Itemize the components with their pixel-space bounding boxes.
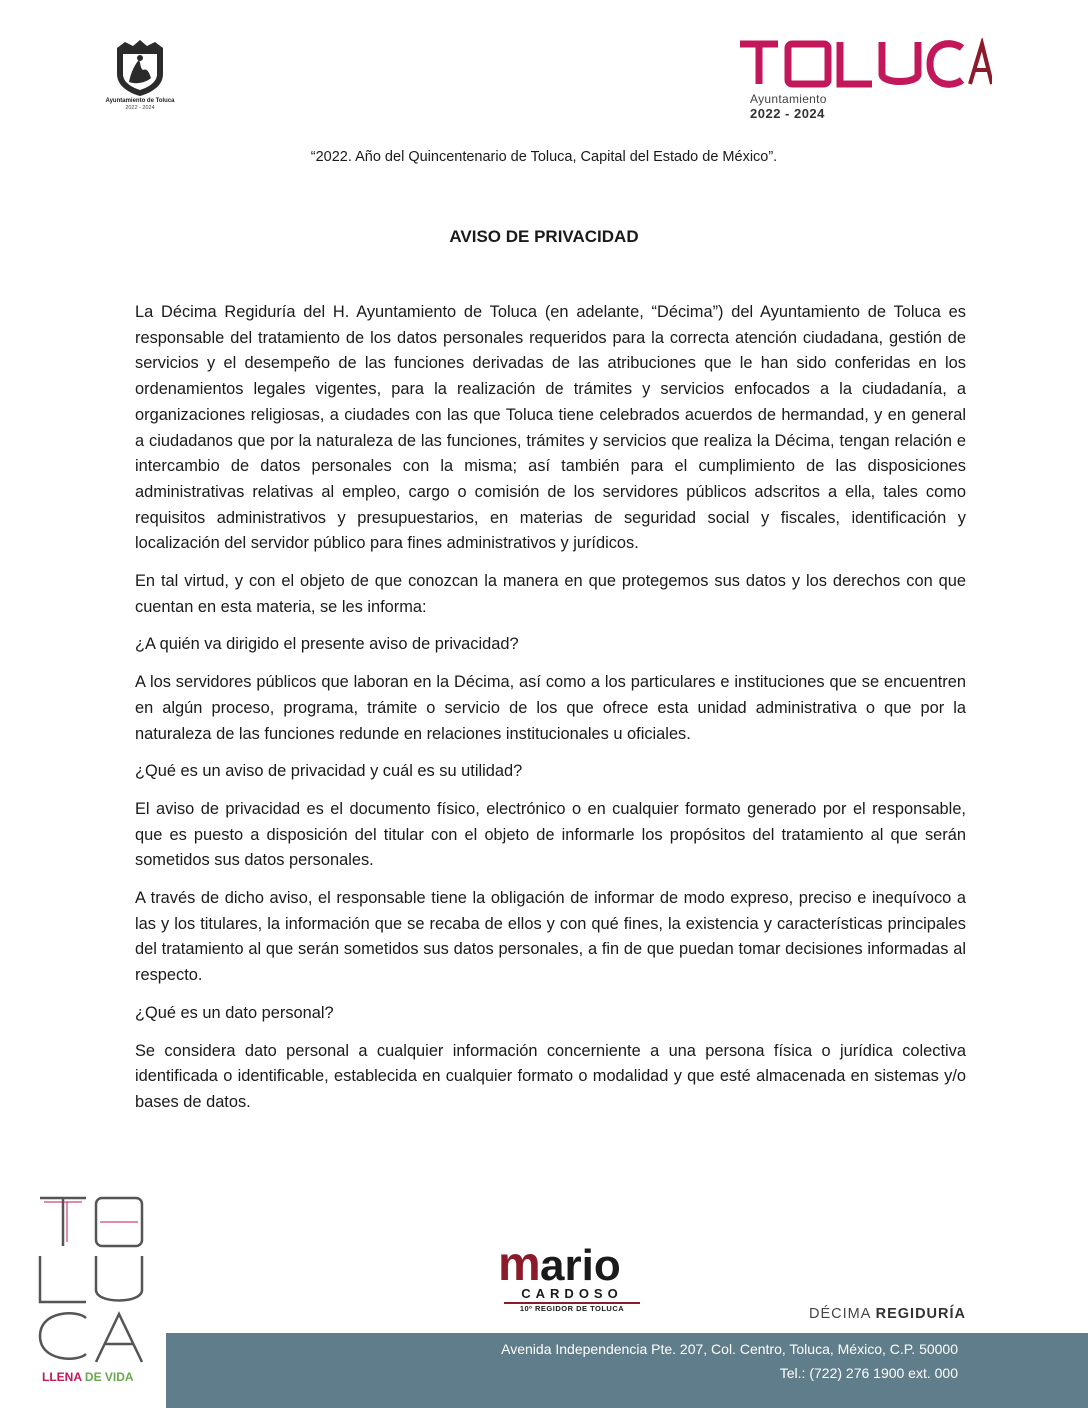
paragraph-a-quien: A los servidores públicos que laboran en la Décima, así como a los particulares e instituciones que se encuentren en algún proceso, programa, trámite o servicio de los que ofrece esta unidad administrativa o que por la naturaleza de las funciones redunde en relaciones institucionales u oficiales.	[135, 673, 966, 743]
toluca-logo-subtitle: Ayuntamiento	[750, 92, 827, 106]
tagline-de-vida: DE VIDA	[84, 1370, 134, 1384]
svg-text:ario: ario	[540, 1241, 621, 1286]
motto: “2022. Año del Quincentenario de Toluca, Capital del Estado de México”.	[310, 149, 778, 165]
question-dato-personal: ¿Qué es un dato personal?	[135, 1003, 334, 1022]
paragraph-que-es-aviso: El aviso de privacidad es el documento físico, electrónico o en cualquier formato generado por el responsable, que es puesto a disposición del titular con el objeto de informarle los propósitos del tratamiento al que serán sometidos sus datos personales.	[135, 799, 966, 870]
seal-icon	[109, 38, 171, 98]
svg-text:m: m	[498, 1240, 541, 1286]
tagline-llena: LLENA	[42, 1370, 82, 1384]
page-title: AVISO DE PRIVACIDAD	[449, 227, 639, 246]
seal-years: 2022 - 2024	[125, 105, 155, 111]
mario-wordmark-icon	[496, 1240, 646, 1286]
mario-logo-surname: CARDOSO	[521, 1286, 623, 1301]
question-que-es-aviso: ¿Qué es un aviso de privacidad y cuál es su utilidad?	[135, 762, 523, 781]
toluca-logo-years: 2022 - 2024	[750, 106, 825, 121]
footer-address: Avenida Independencia Pte. 207, Col. Centro, Toluca, México, C.P. 50000	[501, 1341, 958, 1357]
toluca-grid-wordmark-icon	[36, 1194, 148, 1366]
mario-logo-role: 10º REGIDOR DE TOLUCA	[519, 1304, 625, 1313]
toluca-logo	[736, 38, 996, 128]
paragraph-informa: En tal virtud, y con el objeto de que conozcan la manera en que protegemos sus datos y los derechos con que cuentan en esta materia, se les informa:	[135, 572, 966, 616]
decima-label: DÉCIMA	[809, 1306, 871, 1322]
paragraph-a-traves: A través de dicho aviso, el responsable tiene la obligación de informar de modo expreso, preciso e inequívoco a las y los titulares, la información que se recaba de ellos y con qué fines, la existencia y características principales del tratamiento al que serán sometidos sus datos personales, a fin de que puedan tomar decisiones informadas al respecto.	[135, 889, 966, 985]
decima-regiduria-label	[780, 1306, 966, 1322]
toluca-wordmark-icon	[736, 38, 992, 88]
paragraph-intro: La Décima Regiduría del H. Ayuntamiento de Toluca (en adelante, “Décima”) del Ayuntamiento de Toluca es responsable del tratamiento de los datos personales requeridos para la correcta atención ciudadana, gestión de servicios y el desempeño de las funciones derivadas de las atribuciones que le han sido conferidas en los ordenamientos legales vigentes, para la realización de trámites y servicios enfocados a la ciudadanía, a organizaciones religiosas, a ciudades con las que Toluca tiene celebrados acuerdos de hermandad, y en general a ciudadanos que por la naturaleza de las funciones, trámites y servicios que realiza la Décima, tengan relación e intercambio de datos personales con la misma; así también para el cumplimiento de las disposiciones administrativas relativas al empleo, cargo o comisión de los servidores públicos adscritos a ella, tales como requisitos administrativos y presupuestarios, en materias de seguridad social y fiscales, identificación y localización del servidor público para fines administrativos y jurídicos.	[135, 303, 966, 553]
footer-contact-band	[166, 1333, 1088, 1408]
footer-phone: Tel.: (722) 276 1900 ext. 000	[779, 1365, 958, 1381]
seal-name: Ayuntamiento de Toluca	[105, 98, 175, 104]
toluca-side-logo	[36, 1194, 148, 1390]
regiduria-label: REGIDURÍA	[875, 1306, 966, 1322]
question-a-quien: ¿A quién va dirigido el presente aviso de privacidad?	[135, 635, 519, 654]
document-body	[135, 300, 966, 1128]
mario-cardoso-logo	[496, 1240, 646, 1318]
municipal-seal-logo	[92, 38, 188, 124]
llena-de-vida-tagline	[42, 1370, 134, 1384]
paragraph-dato-personal: Se considera dato personal a cualquier información concerniente a una persona física o jurídica colectiva identificada o identificable, establecida en cualquier formato o modalidad y que esté almacenada en sistemas y/o bases de datos.	[135, 1041, 966, 1111]
